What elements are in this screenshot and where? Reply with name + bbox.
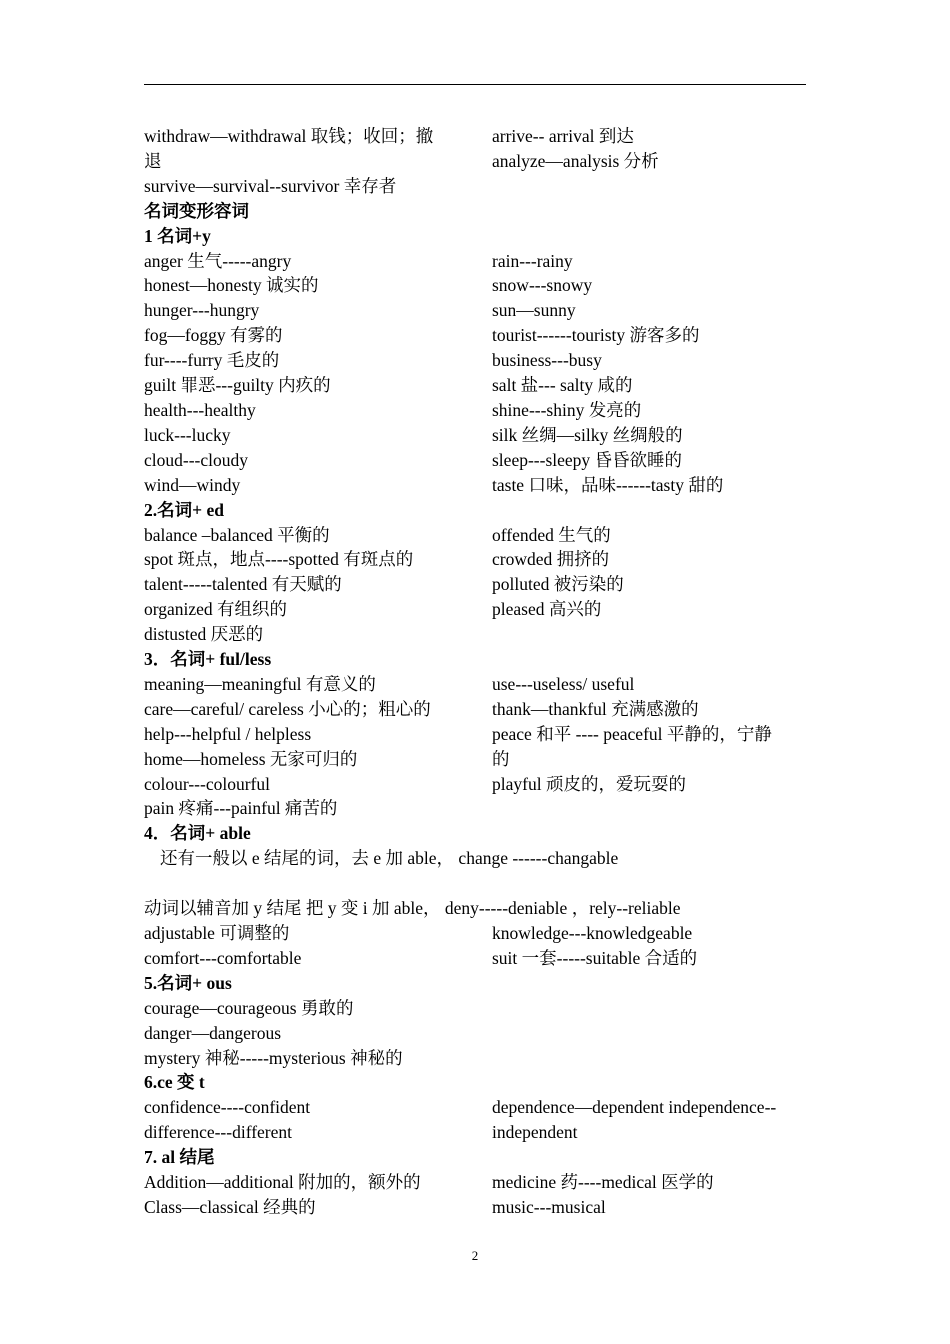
text-row — [144, 473, 806, 498]
left-column-text: survive—survival--survivor 幸存者 — [144, 175, 397, 196]
text-row — [144, 398, 806, 423]
left-column-text: cloud---cloudy — [144, 449, 248, 470]
right-column-text: offended 生气的 — [492, 524, 611, 545]
left-column-text: anger 生气-----angry — [144, 250, 292, 271]
text-row — [144, 572, 806, 597]
right-column-text: crowded 拥挤的 — [492, 549, 610, 570]
left-column-text: help---helpful / helpless — [144, 723, 312, 744]
left-column-text: wind—windy — [144, 474, 241, 495]
left-column-text: confidence----confident — [144, 1097, 311, 1118]
page-number: 2 — [471, 1248, 479, 1263]
left-column-text: mystery 神秘-----mysterious 神秘的 — [144, 1047, 403, 1068]
section-heading-text: 7. al 结尾 — [144, 1147, 215, 1168]
right-column-text: peace 和平 ---- peaceful 平静的，宁静 — [492, 723, 772, 744]
left-column-text: honest—honesty 诚实的 — [144, 275, 319, 296]
right-column-text: analyze—analysis 分析 — [492, 150, 659, 171]
text-row — [144, 174, 806, 199]
section-heading — [144, 498, 806, 523]
left-column-text: meaning—meaningful 有意义的 — [144, 673, 376, 694]
text-row — [144, 1120, 806, 1145]
left-column-text: Class—classical 经典的 — [144, 1196, 316, 1217]
left-column-text: comfort---comfortable — [144, 947, 302, 968]
right-column-text — [492, 622, 806, 647]
indented-paragraph — [144, 846, 806, 871]
left-column-text: Addition—additional 附加的，额外的 — [144, 1172, 421, 1193]
right-column-text — [492, 796, 806, 821]
section-heading-text: 2.名词+ ed — [144, 499, 224, 520]
text-row — [144, 149, 806, 174]
text-row — [144, 273, 806, 298]
text-row — [144, 921, 806, 946]
text-row — [144, 697, 806, 722]
text-row — [144, 423, 806, 448]
text-row — [144, 373, 806, 398]
section-heading — [144, 971, 806, 996]
right-column-text — [492, 996, 806, 1021]
left-column-text: hunger---hungry — [144, 300, 260, 321]
text-row — [144, 597, 806, 622]
text-row — [144, 323, 806, 348]
right-column-text: shine---shiny 发亮的 — [492, 399, 642, 420]
text-row — [144, 1170, 806, 1195]
left-column-text: danger—dangerous — [144, 1022, 282, 1043]
left-column-text: luck---lucky — [144, 424, 231, 445]
right-column-text: snow---snowy — [492, 275, 593, 296]
text-row — [144, 672, 806, 697]
text-row — [144, 772, 806, 797]
left-column-text: fur----furry 毛皮的 — [144, 350, 280, 371]
section-heading-text: 3．名词+ ful/less — [144, 649, 272, 670]
section-heading-text: 1 名词+y — [144, 225, 211, 246]
text-row — [144, 747, 806, 772]
right-column-text — [492, 1021, 806, 1046]
blank-line — [144, 871, 806, 896]
left-column-text: organized 有组织的 — [144, 599, 288, 620]
left-column-text: withdraw—withdrawal 取钱；收回；撤 — [144, 126, 434, 146]
left-column-text: health---healthy — [144, 399, 256, 420]
left-column-text: talent-----talented 有天赋的 — [144, 574, 342, 595]
text-row — [144, 523, 806, 548]
right-column-text: thank—thankful 充满感激的 — [492, 698, 699, 719]
left-column-text: distusted 厌恶的 — [144, 624, 264, 645]
left-column-text: home—homeless 无家可归的 — [144, 748, 358, 769]
right-column-text: medicine 药----medical 医学的 — [492, 1172, 714, 1193]
paragraph-text: 动词以辅音加 y 结尾 把 y 变 i 加 able， deny-----deniable ，rely--reliable — [144, 898, 681, 919]
right-column-text: music---musical — [492, 1196, 606, 1217]
section-heading-text: 名词变形容词 — [144, 200, 249, 221]
text-row — [144, 1046, 806, 1071]
right-column-text: salt 盐--- salty 咸的 — [492, 375, 633, 396]
right-column-text: silk 丝绸—silky 丝绸般的 — [492, 424, 683, 445]
text-row — [144, 1195, 806, 1220]
right-column-text: business---busy — [492, 350, 602, 371]
paragraph-text: 还有一般以 e 结尾的词，去 e 加 able， change ------changable — [160, 848, 619, 869]
document-body — [144, 124, 806, 1220]
section-heading — [144, 199, 806, 224]
text-row — [144, 1021, 806, 1046]
right-column-text: independent — [492, 1122, 578, 1143]
section-heading — [144, 647, 806, 672]
right-column-text: arrive-- arrival 到达 — [492, 126, 634, 146]
section-heading — [144, 224, 806, 249]
right-column-text: sleep---sleepy 昏昏欲睡的 — [492, 449, 683, 470]
left-column-text: courage—courageous 勇敢的 — [144, 997, 354, 1018]
text-row — [144, 1095, 806, 1120]
right-column-text: dependence—dependent independence-- — [492, 1097, 777, 1118]
right-column-text: taste 口味，品味------tasty 甜的 — [492, 474, 724, 495]
right-column-text: pleased 高兴的 — [492, 599, 602, 620]
text-row — [144, 249, 806, 274]
left-column-text: 退 — [144, 150, 162, 171]
text-row — [144, 946, 806, 971]
section-heading — [144, 1145, 806, 1170]
header-rule — [144, 84, 806, 85]
section-heading-text: 6.ce 变 t — [144, 1072, 205, 1093]
right-column-text: 的 — [492, 748, 510, 769]
right-column-text: tourist------touristy 游客多的 — [492, 325, 700, 346]
section-heading-text: 4．名词+ able — [144, 823, 251, 844]
text-row — [144, 996, 806, 1021]
left-column-text: adjustable 可调整的 — [144, 922, 290, 943]
text-row — [144, 622, 806, 647]
left-column-text: fog—foggy 有雾的 — [144, 325, 283, 346]
text-row — [144, 448, 806, 473]
right-column-text: sun—sunny — [492, 300, 576, 321]
right-column-text — [492, 1046, 806, 1071]
left-column-text: spot 斑点，地点----spotted 有斑点的 — [144, 549, 414, 570]
left-column-text: balance –balanced 平衡的 — [144, 524, 330, 545]
right-column-text: polluted 被污染的 — [492, 574, 624, 595]
right-column-text — [492, 174, 806, 199]
left-column-text: guilt 罪恶---guilty 内疚的 — [144, 375, 331, 396]
right-column-text: knowledge---knowledgeable — [492, 922, 693, 943]
left-column-text: pain 疼痛---painful 痛苦的 — [144, 798, 338, 819]
text-row — [144, 722, 806, 747]
text-row — [144, 124, 806, 149]
right-column-text: use---useless/ useful — [492, 673, 635, 694]
right-column-text: suit 一套-----suitable 合适的 — [492, 947, 698, 968]
section-heading — [144, 821, 806, 846]
section-heading — [144, 1070, 806, 1095]
text-row — [144, 298, 806, 323]
text-row — [144, 547, 806, 572]
left-column-text: care—careful/ careless 小心的；粗心的 — [144, 698, 431, 719]
left-column-text: difference---different — [144, 1122, 293, 1143]
section-heading-text: 5.名词+ ous — [144, 972, 232, 993]
left-column-text: colour---colourful — [144, 773, 270, 794]
text-row — [144, 796, 806, 821]
right-column-text: playful 顽皮的，爱玩耍的 — [492, 773, 686, 794]
paragraph — [144, 896, 806, 921]
right-column-text: rain---rainy — [492, 250, 573, 271]
text-row — [144, 348, 806, 373]
